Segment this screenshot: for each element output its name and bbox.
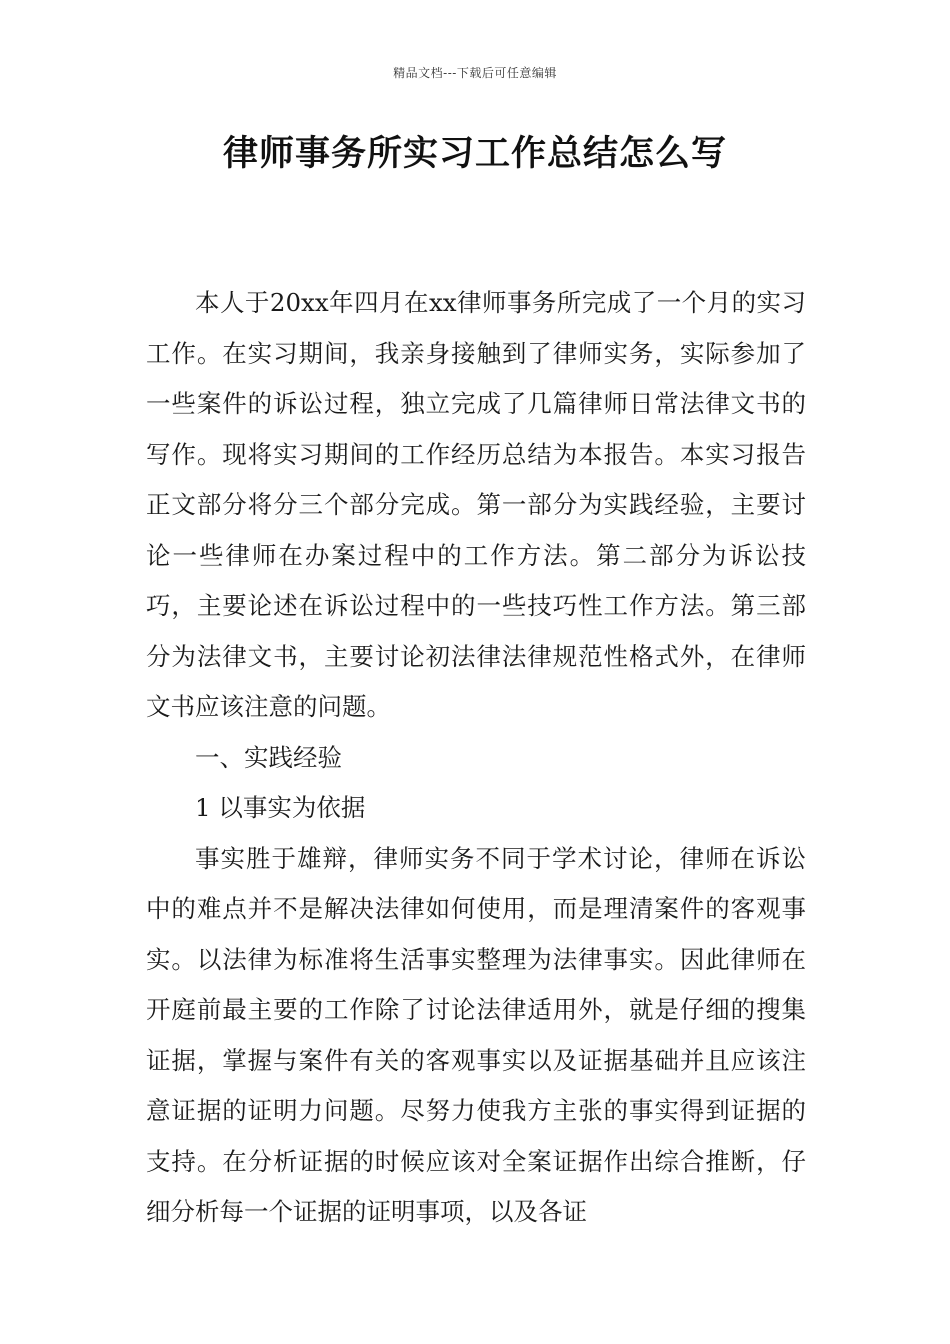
paragraph-facts: 事实胜于雄辩，律师实务不同于学术讨论，律师在诉讼中的难点并不是解决法律如何使用，而是理清案件的客观事实。以法律为标准将生活事实整理为法律事实。因此律师在开庭前最主要的工作除了讨论法律适用外，就是仔细的搜集证据，掌握与案件有关的客观事实以及证据基础并且应该注意证据的证明力问题。尽努力使我方主张的事实得到证据的支持。在分析证据的时候应该对全案证据作出综合推断，仔细分析每一个证据的证明事项，以及各证 bbox=[146, 843, 806, 1226]
section-heading: 一、实践经验 bbox=[195, 742, 342, 772]
document-title: 律师事务所实习工作总结怎么写 bbox=[222, 134, 727, 174]
header-note: 精品文档---下载后可任意编辑 bbox=[393, 66, 557, 80]
document-body bbox=[146, 278, 806, 1238]
subsection-heading: 1 以事实为依据 bbox=[195, 793, 366, 822]
paragraph-intro: 本人于20xx年四月在xx律师事务所完成了一个月的实习工作。在实习期间，我亲身接触到了律师实务，实际参加了一些案件的诉讼过程，独立完成了几篇律师日常法律文书的写作。现将实习期间的工作经历总结为本报告。本实习报告正文部分将分三个部分完成。第一部分为实践经验，主要讨论一些律师在办案过程中的工作方法。第二部分为诉讼技巧，主要论述在诉讼过程中的一些技巧性工作方法。第三部分为法律文书，主要讨论初法律法律规范性格式外，在律师文书应该注意的问题。 bbox=[146, 288, 806, 721]
